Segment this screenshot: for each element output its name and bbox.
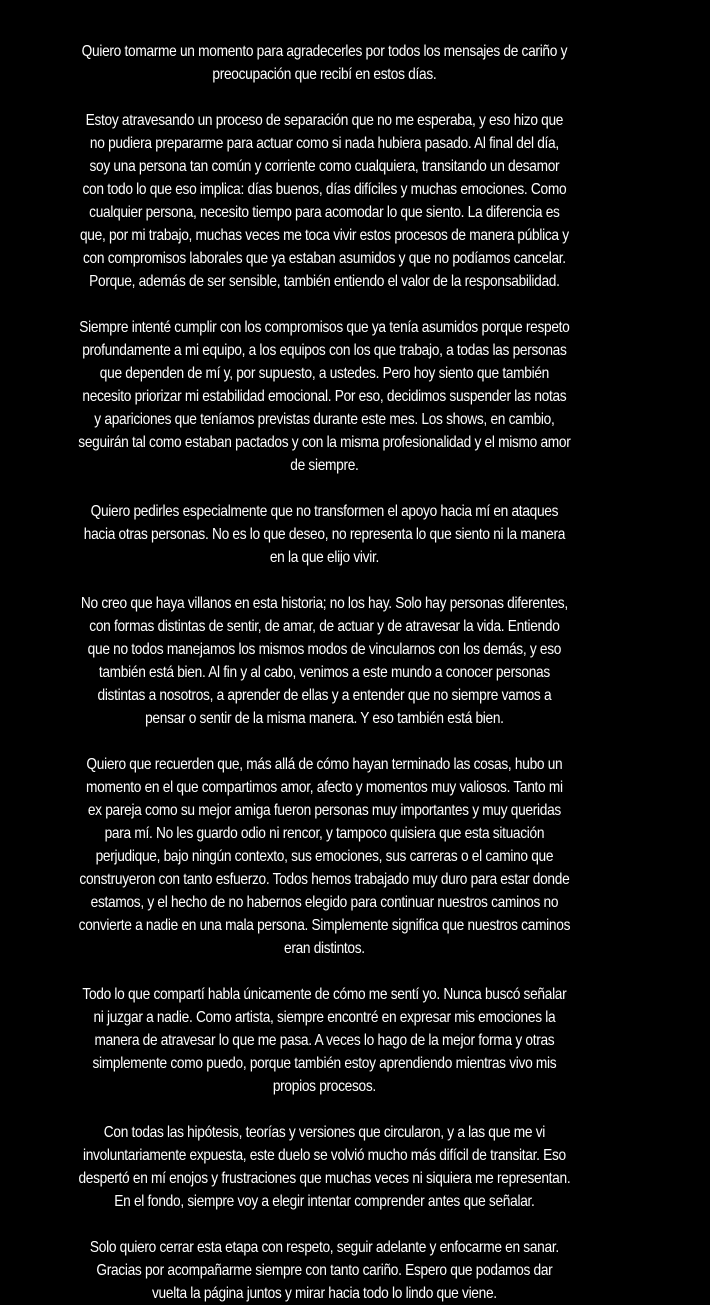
paragraph-separation: Estoy atravesando un proceso de separación que no me esperaba, y eso hizo que no pudiera prepararme para actuar como si nada hubiera pasado. Al final del día, soy una persona tan común y corriente como cualquiera, transitando un desamor con todo lo que eso implica: días buenos, días difíciles y muchas emociones. Como cualquier persona, necesito tiempo para acomodar lo que siento. La diferencia es que, por mi trabajo, muchas veces me toca vivir estos procesos de manera pública y con compromisos laborales que ya estaban asumidos y que no podíamos cancelar. Porque, además de ser sensible, también entiendo el valor de la responsabilidad. xyxy=(79,112,569,290)
statement-text xyxy=(78,40,571,1305)
paragraph-thanks: Quiero tomarme un momento para agradecerles por todos los mensajes de cariño y preocupación que recibí en estos días. xyxy=(81,43,568,83)
paragraph-request: Quiero pedirles especialmente que no transformen el apoyo hacia mí en ataques hacia otras personas. No es lo que deseo, no representa lo que siento ni la manera en la que elijo vivir. xyxy=(83,503,566,566)
paragraph-remember: Quiero que recuerden que, más allá de cómo hayan terminado las cosas, hubo un momento en el que compartimos amor, afecto y momentos muy valiosos. Tanto mi ex pareja como su mejor amiga fueron personas muy importantes y muy queridas para mí. No les guardo odio ni rencor, y tampoco quisiera que esta situación perjudique, bajo ningún contexto, sus emociones, sus carreras o el camino que construyeron con tanto esfuerzo. Todos hemos trabajado muy duro para estar donde estamos, y el hecho de no habernos elegido para continuar nuestros caminos no convierte a nadie en una mala persona. Simplemente significa que nuestros caminos eran distintos. xyxy=(78,756,571,957)
paragraph-no-villains: No creo que haya villanos en esta historia; no los hay. Solo hay personas diferentes, con formas distintas de sentir, de amar, de actuar y de atravesar la vida. Entiendo que no todos manejamos los mismos modos de vincularnos con los demás, y eso también está bien. Al fin y al cabo, venimos a este mundo a conocer personas distintas a nosotros, a aprender de ellas y a entender que no siempre vamos a pensar o sentir de la misma manera. Y eso también está bien. xyxy=(80,595,568,727)
paragraph-commitments: Siempre intenté cumplir con los compromisos que ya tenía asumidos porque respeto profundamente a mi equipo, a los equipos con los que trabajo, a todas las personas que dependen de mí y, por supuesto, a ustedes. Pero hoy siento que también necesito priorizar mi estabilidad emocional. Por eso, decidimos suspender las notas y apariciones que teníamos previstas durante este mes. Los shows, en cambio, seguirán tal como estaban pactados y con la misma profesionalidad y el mismo amor de siempre. xyxy=(78,319,571,474)
paragraph-artist: Todo lo que compartí habla únicamente de cómo me sentí yo. Nunca buscó señalar ni juzgar a nadie. Como artista, siempre encontré en expresar mis emociones la manera de atravesar lo que me pasa. A veces lo hago de la mejor forma y otras simplemente como puedo, porque también estoy aprendiendo mientras vivo mis propios procesos. xyxy=(82,986,567,1095)
paragraph-closing: Solo quiero cerrar esta etapa con respeto, seguir adelante y enfocarme en sanar. Gracias por acompañarme siempre con tanto cariño. Espero que podamos dar vuelta la página juntos y mirar hacia todo lo lindo que viene. xyxy=(89,1239,559,1302)
paragraph-hypotheses: Con todas las hipótesis, teorías y versiones que circularon, y a las que me vi involuntariamente expuesta, este duelo se volvió mucho más difícil de transitar. Eso despertó en mí enojos y frustraciones que muchas veces ni siquiera me representan. En el fondo, siempre voy a elegir intentar comprender antes que señalar. xyxy=(78,1124,571,1210)
